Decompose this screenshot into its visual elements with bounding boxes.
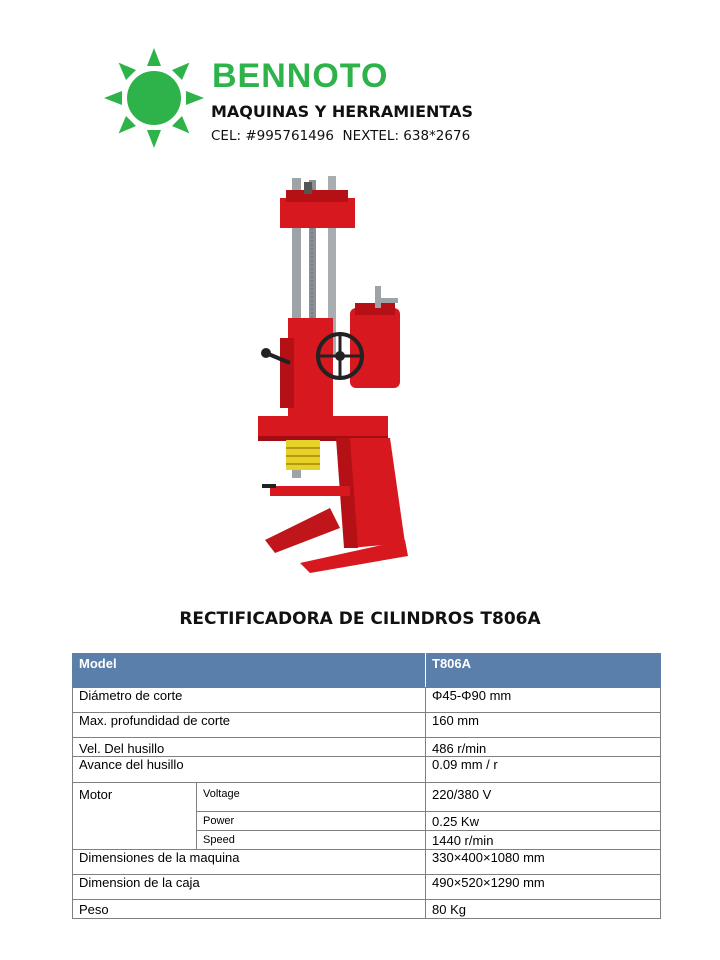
table-row xyxy=(73,713,661,738)
brand-name: BENNOTO xyxy=(212,57,389,95)
spec-value: 490×520×1290 mm xyxy=(426,875,661,900)
spec-label: Max. profundidad de corte xyxy=(73,713,426,738)
spec-label: Peso xyxy=(73,900,426,919)
product-title: RECTIFICADORA DE CILINDROS T806A xyxy=(179,609,541,629)
table-row xyxy=(73,850,661,875)
spec-value: 486 r/min xyxy=(426,738,661,757)
spec-label: Avance del husillo xyxy=(73,757,426,783)
spec-value: 220/380 V xyxy=(426,783,661,812)
spec-value: Φ45-Φ90 mm xyxy=(426,688,661,713)
spec-table xyxy=(72,653,661,919)
spec-label: Diámetro de corte xyxy=(73,688,426,713)
table-row xyxy=(73,875,661,900)
table-row xyxy=(73,688,661,713)
table-row xyxy=(73,783,661,812)
table-row xyxy=(73,757,661,783)
header-cell: T806A xyxy=(426,654,661,688)
table-row xyxy=(73,738,661,757)
spec-value: 0.25 Kw xyxy=(426,812,661,831)
contact-info: CEL: #995761496 NEXTEL: 638*2676 xyxy=(211,128,471,144)
sun-icon xyxy=(102,46,206,150)
spec-label: Dimensiones de la maquina xyxy=(73,850,426,875)
spec-value: 330×400×1080 mm xyxy=(426,850,661,875)
spec-label: Vel. Del husillo xyxy=(73,738,426,757)
brand-subtitle: MAQUINAS Y HERRAMIENTAS xyxy=(211,102,473,121)
spec-value: 1440 r/min xyxy=(426,831,661,850)
cylinder-boring-machine-image xyxy=(240,168,430,588)
motor-sub-label: Power xyxy=(197,812,426,831)
table-row xyxy=(73,900,661,919)
spec-value: 160 mm xyxy=(426,713,661,738)
spec-value: 80 Kg xyxy=(426,900,661,919)
motor-sub-label: Speed xyxy=(197,831,426,850)
motor-label: Motor xyxy=(73,783,197,850)
header-cell: Model xyxy=(73,654,426,688)
spec-label: Dimension de la caja xyxy=(73,875,426,900)
spec-value: 0.09 mm / r xyxy=(426,757,661,783)
motor-sub-label: Voltage xyxy=(197,783,426,812)
table-header-row xyxy=(73,654,661,688)
